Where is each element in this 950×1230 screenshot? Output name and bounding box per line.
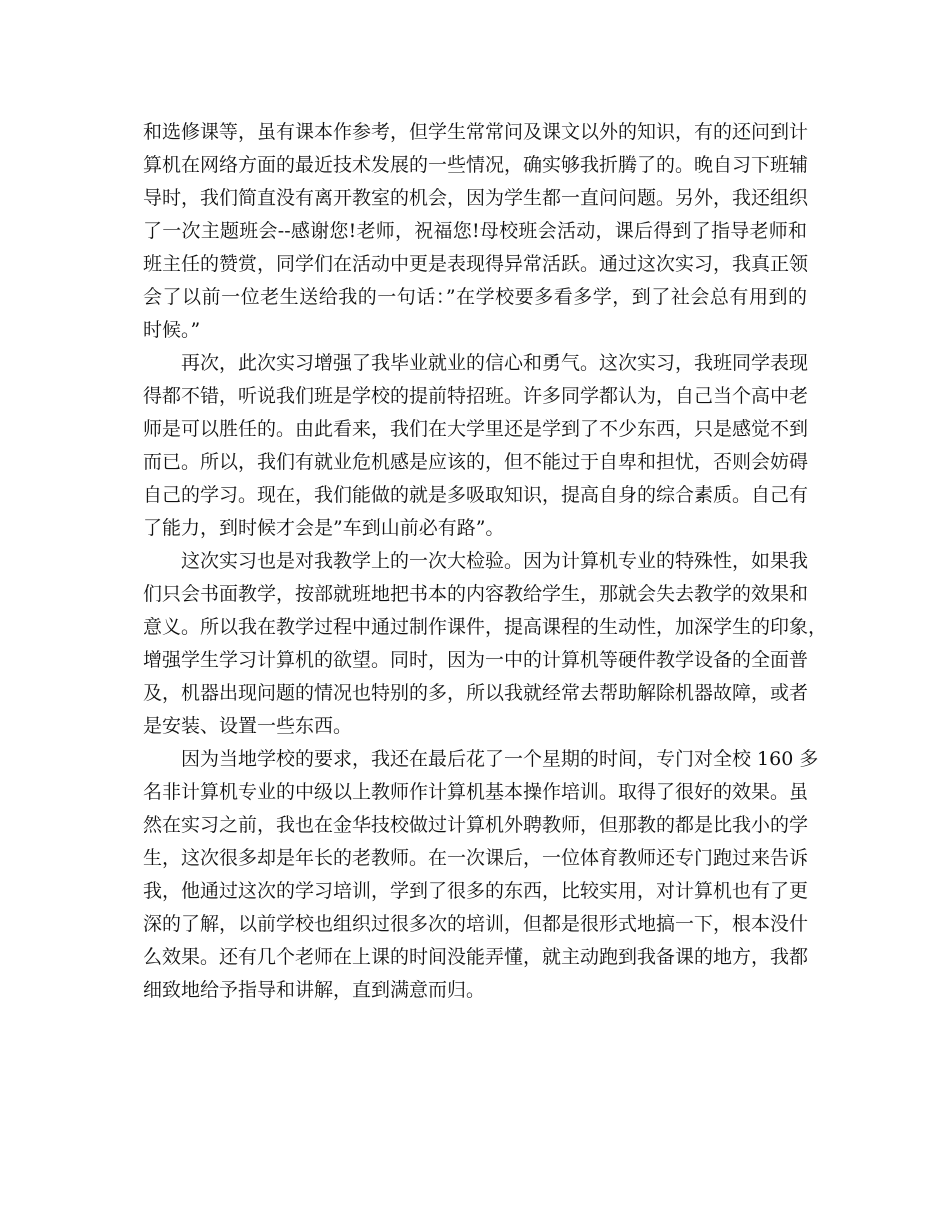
text-line: 算机在网络方面的最近技术发展的一些情况，确实够我折腾了的。晚自习下班辅 [143, 154, 809, 176]
text-line: 我，他通过这次的学习培训，学到了很多的东西，比较实用，对计算机也有了更 [143, 880, 809, 902]
text-line: 了能力，到时候才会是”车到山前必有路”。 [143, 517, 505, 539]
text-line: 名非计算机专业的中级以上教师作计算机基本操作培训。取得了很好的效果。虽 [143, 781, 809, 803]
text-line: 自己的学习。现在，我们能做的就是多吸取知识，提高自身的综合素质。自己有 [143, 484, 809, 506]
document-body [143, 116, 828, 1007]
paragraph [143, 116, 807, 347]
text-line: 了一次主题班会--感谢您!老师，祝福您!母校班会活动，课后得到了指导老师和 [143, 220, 807, 242]
text-line: 再次，此次实习增强了我毕业就业的信心和勇气。这次实习，我班同学表现 [181, 352, 809, 374]
text-line: 得都不错，听说我们班是学校的提前特招班。许多同学都认为，自己当个高中老 [143, 385, 809, 407]
text-line: 及，机器出现问题的情况也特别的多，所以我就经常去帮助解除机器故障，或者 [143, 682, 809, 704]
text-line: 师是可以胜任的。由此看来，我们在大学里还是学到了不少东西，只是感觉不到 [143, 418, 809, 440]
text-line: 细致地给予指导和讲解，直到满意而归。 [143, 979, 486, 1001]
text-line: 因为当地学校的要求，我还在最后花了一个星期的时间，专门对全校 160 多 [181, 748, 819, 770]
text-line: 深的了解，以前学校也组织过很多次的培训，但都是很形式地搞一下，根本没什 [143, 913, 809, 935]
text-line: 会了以前一位老生送给我的一句话：”在学校要多看多学，到了社会总有用到的 [143, 286, 807, 308]
paragraph [143, 545, 828, 743]
text-line: 时候。” [143, 319, 201, 341]
paragraph [143, 347, 807, 545]
text-line: 而已。所以，我们有就业危机感是应该的，但不能过于自卑和担忧，否则会妨碍 [143, 451, 809, 473]
text-line: 意义。所以我在教学过程中通过制作课件，提高课程的生动性，加深学生的印象， [143, 616, 828, 638]
text-line: 这次实习也是对我教学上的一次大检验。因为计算机专业的特殊性，如果我 [181, 550, 809, 572]
text-line: 增强学生学习计算机的欲望。同时，因为一中的计算机等硬件教学设备的全面普 [143, 649, 809, 671]
text-line: 和选修课等，虽有课本作参考，但学生常常问及课文以外的知识，有的还问到计 [143, 121, 809, 143]
text-line: 然在实习之前，我也在金华技校做过计算机外聘教师，但那教的都是比我小的学 [143, 814, 809, 836]
paragraph [143, 743, 819, 1007]
text-line: 们只会书面教学，按部就班地把书本的内容教给学生，那就会失去教学的效果和 [143, 583, 809, 605]
text-line: 班主任的赞赏，同学们在活动中更是表现得异常活跃。通过这次实习，我真正领 [143, 253, 809, 275]
text-line: 导时，我们简直没有离开教室的机会，因为学生都一直问问题。另外，我还组织 [143, 187, 809, 209]
text-line: 是安装、设置一些东西。 [143, 715, 353, 737]
text-line: 么效果。还有几个老师在上课的时间没能弄懂，就主动跑到我备课的地方，我都 [143, 946, 809, 968]
text-line: 生，这次很多却是年长的老教师。在一次课后，一位体育教师还专门跑过来告诉 [143, 847, 809, 869]
